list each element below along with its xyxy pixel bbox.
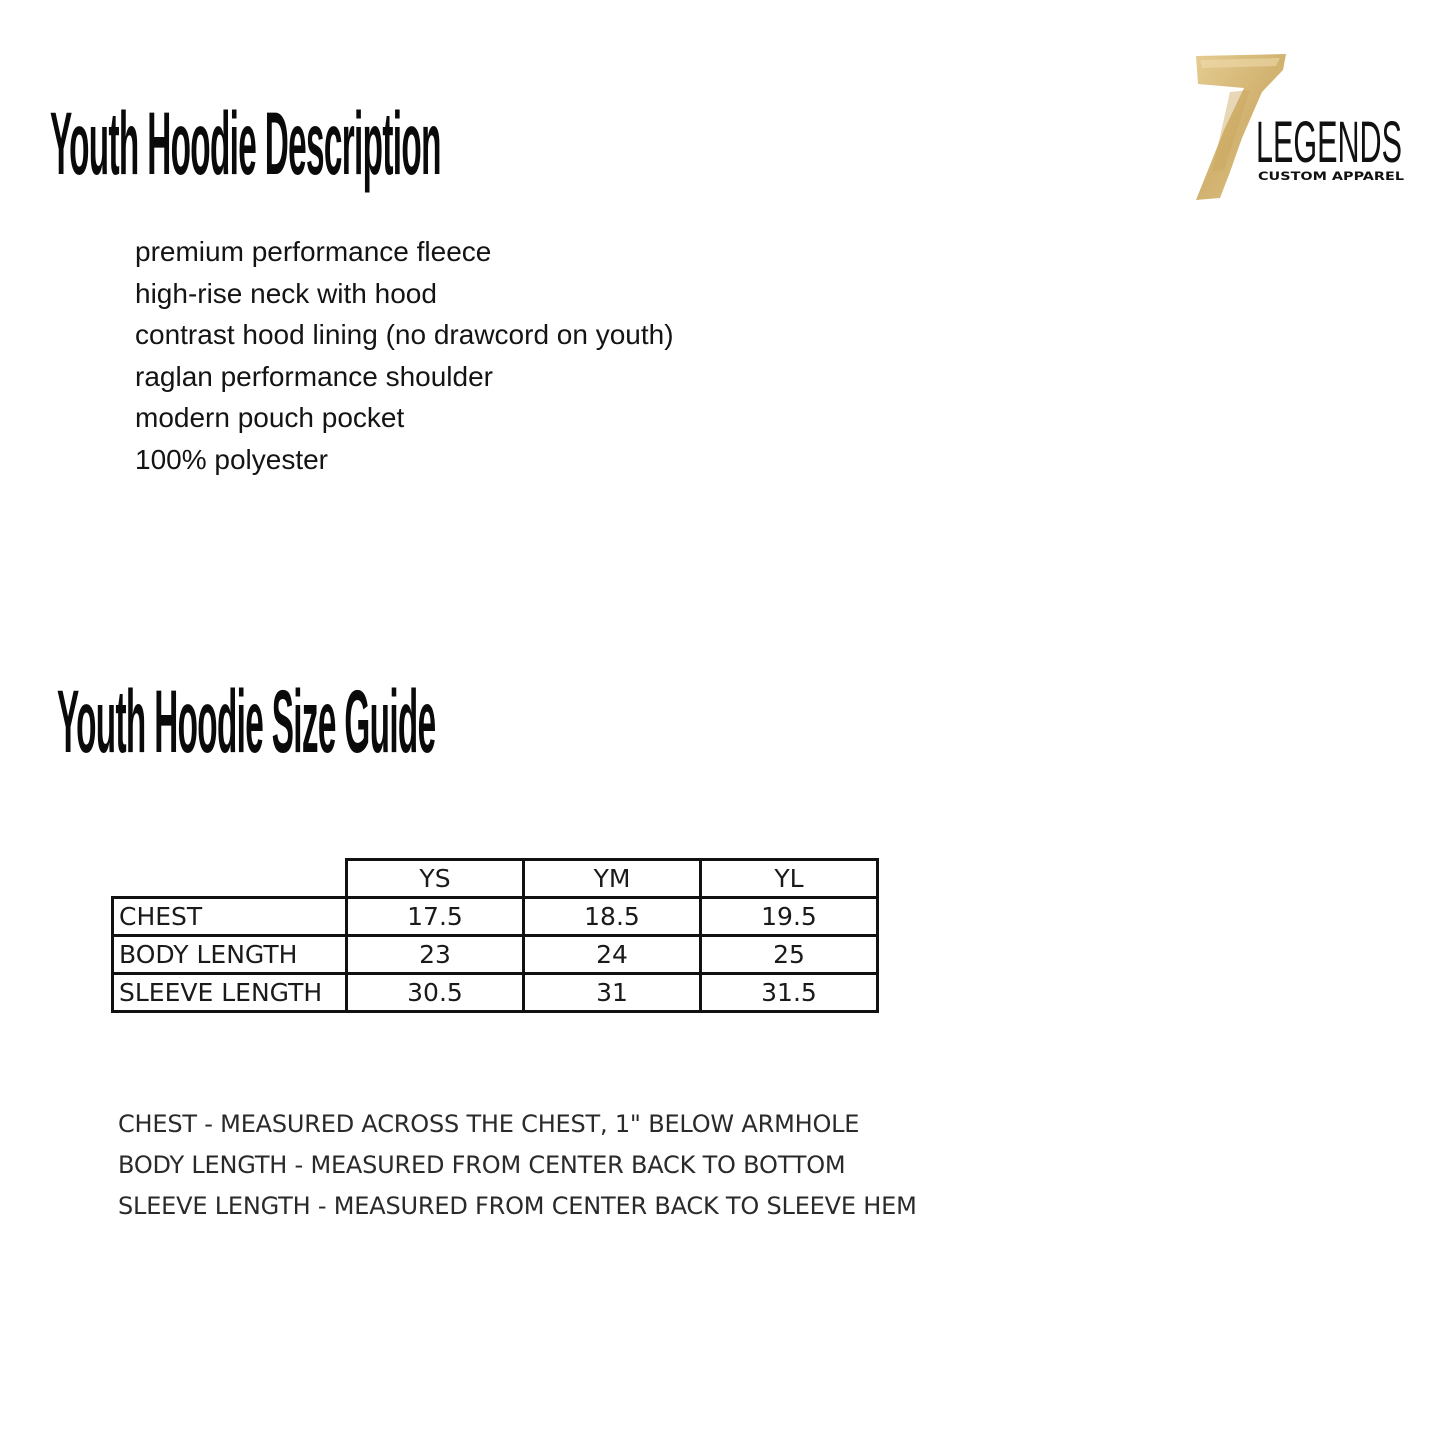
logo-tagline: CUSTOM APPAREL (1258, 169, 1405, 183)
description-title: Youth Hoodie Description (50, 94, 441, 195)
feature-item: contrast hood lining (no drawcord on youth) (135, 319, 674, 350)
row-label: CHEST (113, 898, 347, 936)
feature-item: high-rise neck with hood (135, 277, 437, 309)
size-guide-title: Youth Hoodie Size Guide (57, 672, 436, 773)
note-item: SLEEVE LENGTH - MEASURED FROM CENTER BACK TO SLEEVE HEM (118, 1192, 917, 1220)
table-header-row (113, 860, 878, 898)
table-cell: 25 (701, 936, 878, 974)
table-row (113, 974, 878, 1012)
table-row (113, 898, 878, 936)
table-cell: 23 (347, 936, 524, 974)
feature-list (135, 231, 674, 480)
measurement-notes (118, 1104, 917, 1227)
column-header: YS (347, 860, 524, 898)
brand-logo (1190, 52, 1415, 204)
table-cell: 24 (524, 936, 701, 974)
table-cell: 18.5 (524, 898, 701, 936)
feature-item: premium performance fleece (135, 236, 492, 267)
size-table (111, 858, 879, 1013)
table-cell: 30.5 (347, 974, 524, 1012)
note-item: BODY LENGTH - MEASURED FROM CENTER BACK TO BOTTOM (118, 1151, 846, 1179)
note-item: CHEST - MEASURED ACROSS THE CHEST, 1" BELOW ARMHOLE (118, 1110, 860, 1138)
feature-item: modern pouch pocket (135, 402, 405, 433)
table-row (113, 936, 878, 974)
column-header: YM (524, 860, 701, 898)
feature-item: 100% polyester (135, 443, 329, 475)
row-label: BODY LENGTH (113, 936, 347, 974)
column-header: YL (701, 860, 878, 898)
row-label: SLEEVE LENGTH (113, 974, 347, 1012)
logo-wordmark: LEGENDS (1256, 110, 1402, 175)
table-cell: 17.5 (347, 898, 524, 936)
table-cell: 31 (524, 974, 701, 1012)
feature-item: raglan performance shoulder (135, 360, 493, 392)
table-corner-cell (113, 860, 347, 898)
seven-legends-logo-icon (1190, 52, 1415, 204)
table-cell: 19.5 (701, 898, 878, 936)
table-cell: 31.5 (701, 974, 878, 1012)
